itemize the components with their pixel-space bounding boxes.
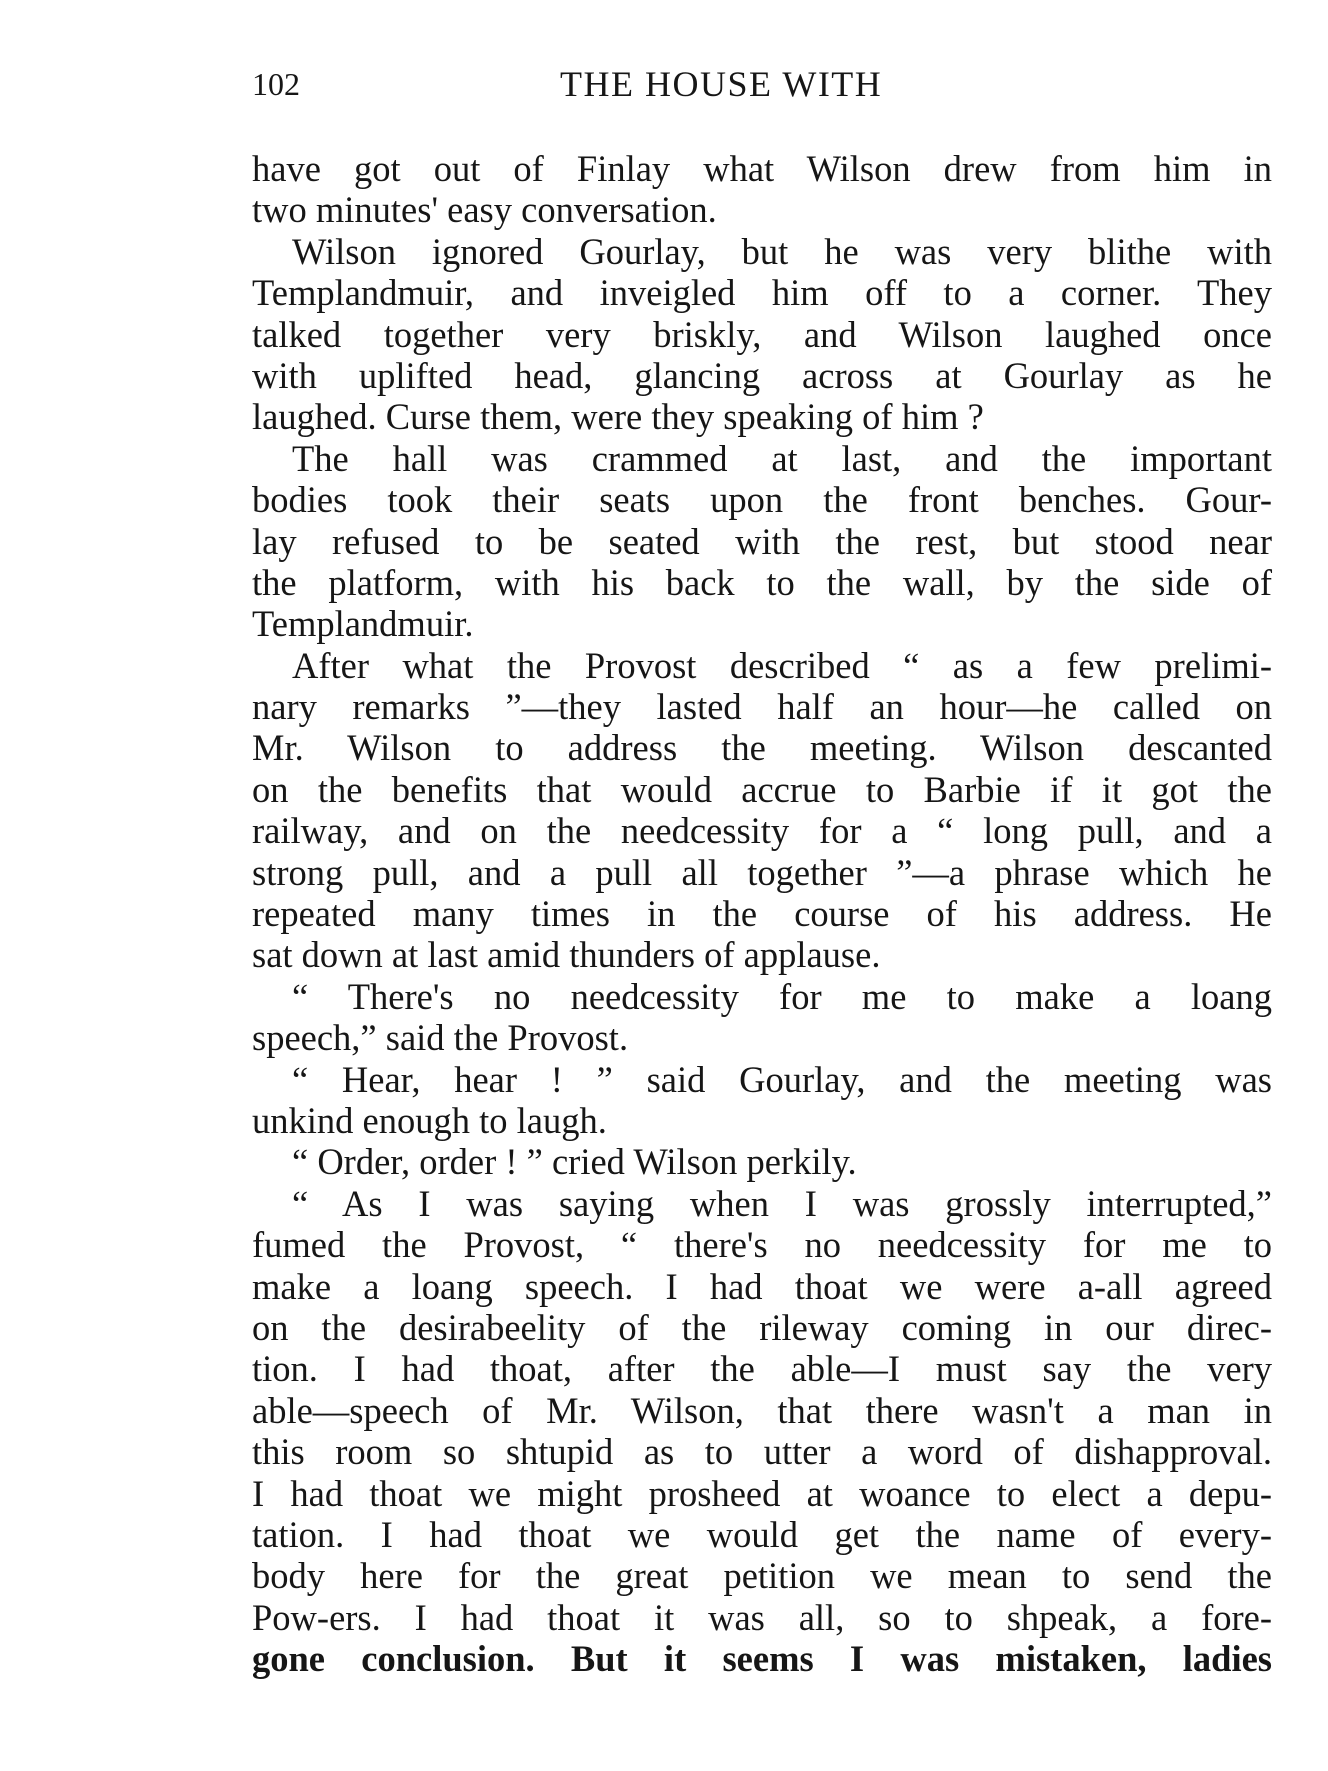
text-line: railway, and on the needcessity for a “ long pull, and a bbox=[252, 810, 1272, 852]
text-line: on the desirabeelity of the rileway coming in our direc- bbox=[252, 1306, 1272, 1348]
text-line: this room so shtupid as to utter a word of dishapproval. bbox=[252, 1431, 1272, 1473]
text-line: sat down at last amid thunders of applause. bbox=[252, 934, 881, 976]
text-line: nary remarks ”—they lasted half an hour—he called on bbox=[252, 686, 1272, 728]
text-line: gone conclusion. But it seems I was mistaken, ladies bbox=[252, 1638, 1272, 1680]
text-line: fumed the Provost, “ there's no needcessity for me to bbox=[252, 1224, 1272, 1266]
text-line: make a loang speech. I had thoat we were a-all agreed bbox=[252, 1265, 1272, 1307]
text-line: Templandmuir. bbox=[252, 603, 474, 645]
text-line: Mr. Wilson to address the meeting. Wilson descanted bbox=[252, 727, 1272, 769]
page-number: 102 bbox=[252, 66, 300, 102]
text-line: “ Order, order ! ” cried Wilson perkily. bbox=[292, 1141, 857, 1183]
text-line: strong pull, and a pull all together ”—a phrase which he bbox=[252, 851, 1272, 893]
text-line: bodies took their seats upon the front benches. Gour- bbox=[252, 479, 1272, 521]
running-head: THE HOUSE WITH bbox=[560, 64, 883, 104]
text-line: with uplifted head, glancing across at Gourlay as he bbox=[252, 354, 1272, 396]
text-line: Pow-ers. I had thoat it was all, so to shpeak, a fore- bbox=[252, 1596, 1272, 1638]
text-line: Templandmuir, and inveigled him off to a corner. They bbox=[252, 272, 1272, 314]
text-line: The hall was crammed at last, and the important bbox=[292, 437, 1272, 479]
text-line: “ Hear, hear ! ” said Gourlay, and the meeting was bbox=[292, 1058, 1272, 1100]
text-line: unkind enough to laugh. bbox=[252, 1099, 607, 1141]
text-line: tation. I had thoat we would get the name of every- bbox=[252, 1513, 1272, 1555]
text-line: repeated many times in the course of his address. He bbox=[252, 893, 1272, 935]
body-text bbox=[252, 148, 1272, 1679]
text-line: laughed. Curse them, were they speaking of him ? bbox=[252, 396, 984, 438]
text-line: lay refused to be seated with the rest, but stood near bbox=[252, 520, 1272, 562]
text-line: “ There's no needcessity for me to make a loang bbox=[292, 975, 1272, 1017]
text-line: two minutes' easy conversation. bbox=[252, 189, 717, 231]
text-line: the platform, with his back to the wall, by the side of bbox=[252, 561, 1272, 603]
text-line: body here for the great petition we mean to send the bbox=[252, 1555, 1272, 1597]
text-line: speech,” said the Provost. bbox=[252, 1017, 629, 1059]
text-line: I had thoat we might prosheed at woance to elect a depu- bbox=[252, 1472, 1272, 1514]
text-line: on the benefits that would accrue to Barbie if it got the bbox=[252, 768, 1272, 810]
text-line: Wilson ignored Gourlay, but he was very blithe with bbox=[292, 230, 1272, 272]
text-line: After what the Provost described “ as a few prelimi- bbox=[292, 644, 1272, 686]
text-line: tion. I had thoat, after the able—I must say the very bbox=[252, 1348, 1272, 1390]
text-line: talked together very briskly, and Wilson laughed once bbox=[252, 313, 1272, 355]
text-line: “ As I was saying when I was grossly interrupted,” bbox=[292, 1182, 1272, 1224]
text-line: have got out of Finlay what Wilson drew from him in bbox=[252, 148, 1272, 189]
text-line: able—speech of Mr. Wilson, that there wasn't a man in bbox=[252, 1389, 1272, 1431]
